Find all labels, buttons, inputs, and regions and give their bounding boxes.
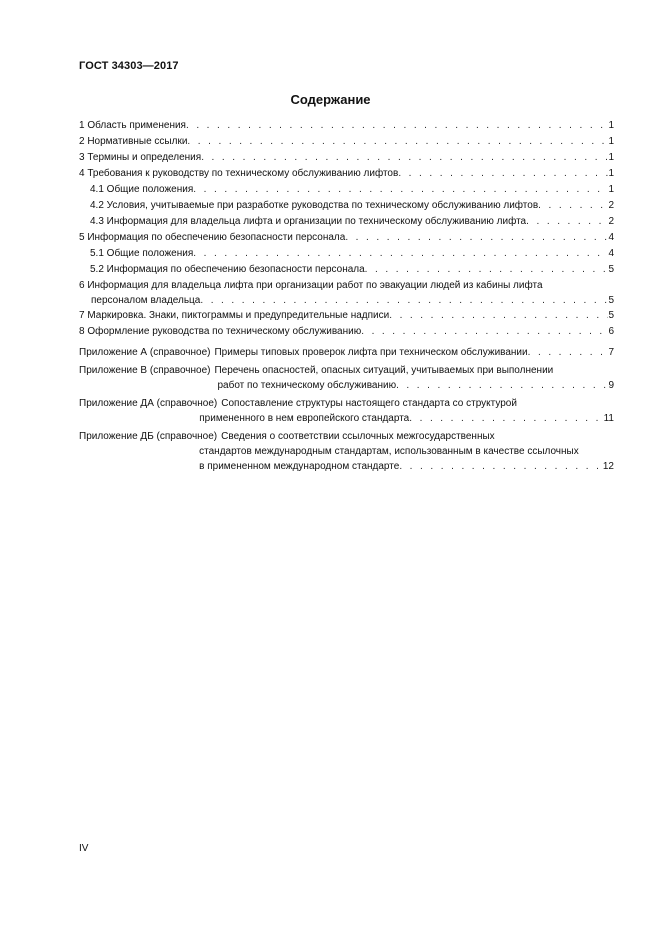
appendix-label: Приложение ДБ (справочное) — [79, 431, 218, 442]
toc-entry-text: 5.2 Информация по обеспечению безопасности персонала — [90, 264, 365, 275]
page-number: IV — [79, 843, 89, 854]
toc-leader-dots — [187, 134, 608, 150]
toc-entry-4[interactable] — [79, 166, 614, 182]
toc-entry-text: 4.3 Информация для владельца лифта и организации по техническому обслуживанию лифта — [90, 216, 527, 227]
appendix-title-line: стандартов международным стандартам, использованным в качестве ссылочных — [199, 446, 579, 457]
toc-leader-dots — [538, 198, 608, 214]
toc-leader-dots — [193, 182, 608, 198]
toc-entry-2[interactable] — [79, 134, 614, 150]
toc-leader-dots — [398, 166, 608, 182]
toc-page-number: 5 — [608, 310, 614, 321]
toc-entry-text: 7 Маркировка. Знаки, пиктограммы и предупредительные надписи — [79, 310, 390, 321]
toc-entry-3[interactable] — [79, 150, 614, 166]
toc-entry-text: работ по техническому обслуживанию — [217, 380, 397, 391]
toc-entry-4-3[interactable] — [79, 214, 614, 230]
appendix-title-line — [199, 459, 614, 474]
appendix-title — [210, 363, 614, 393]
toc-entry-text: в примененном международном стандарте — [199, 461, 400, 472]
toc-entry-6[interactable] — [79, 278, 614, 308]
toc-appendix-a[interactable] — [79, 345, 614, 360]
toc-entry-4-1[interactable] — [79, 182, 614, 198]
toc-page-number: 1 — [608, 136, 614, 147]
toc-leader-dots — [528, 345, 609, 360]
toc-page-number: 11 — [603, 413, 614, 424]
toc-entry-text: 5.1 Общие положения — [90, 248, 194, 259]
appendix-title — [210, 345, 614, 360]
toc-leader-dots — [345, 230, 608, 246]
toc-page-number: 7 — [608, 347, 614, 358]
appendix-title-line: Перечень опасностей, опасных ситуаций, учитываемых при выполнении — [214, 365, 554, 376]
toc-entry-7[interactable] — [79, 308, 614, 324]
appendix-title — [199, 429, 614, 474]
appendix-title — [199, 396, 614, 426]
toc-leader-dots — [193, 246, 608, 262]
toc-leader-dots — [396, 378, 608, 393]
toc-entry-text: 8 Оформление руководства по техническому обслуживанию — [79, 326, 362, 337]
toc-entry-text: персоналом владельца — [91, 295, 201, 306]
toc-entry-text: 6 Информация для владельца лифта при организации работ по эвакуации людей из кабины лифта — [79, 280, 543, 291]
toc-leader-dots — [200, 293, 608, 308]
toc-page-number: 1 — [608, 184, 614, 195]
appendix-title-line — [214, 345, 614, 360]
toc-appendix-da[interactable] — [79, 396, 614, 426]
toc-entry-1[interactable] — [79, 118, 614, 134]
toc-appendix-v[interactable] — [79, 363, 614, 393]
toc-page-number: 4 — [608, 248, 614, 259]
toc-appendix-db[interactable] — [79, 429, 614, 474]
appendix-label: Приложение ДА (справочное) — [79, 398, 218, 409]
toc-page-number: 1 — [608, 152, 614, 163]
toc-entry-8[interactable] — [79, 324, 614, 340]
toc-page-number: 5 — [608, 295, 614, 306]
toc-entry-text: 4 Требования к руководству по техническому обслуживанию лифтов — [79, 168, 399, 179]
appendix-title-line: Сведения о соответствии ссылочных межгосударственных — [221, 431, 495, 442]
toc-leader-dots — [526, 214, 608, 230]
toc-entry-5[interactable] — [79, 230, 614, 246]
toc-entry-text: примененного в нем европейского стандарта — [199, 413, 410, 424]
table-of-contents — [79, 118, 614, 474]
toc-page-number: 1 — [608, 168, 614, 179]
toc-entry-5-1[interactable] — [79, 246, 614, 262]
toc-page-number: 4 — [608, 232, 614, 243]
appendix-title-line: Сопоставление структуры настоящего стандарта со структурой — [221, 398, 517, 409]
toc-page-number: 1 — [608, 120, 614, 131]
toc-title: Содержание — [290, 92, 371, 107]
toc-leader-dots — [409, 411, 603, 426]
toc-entry-text: 5 Информация по обеспечению безопасности персонала — [79, 232, 346, 243]
toc-entry-text: 4.1 Общие положения — [90, 184, 194, 195]
toc-leader-dots — [361, 324, 608, 340]
toc-page-number: 5 — [608, 264, 614, 275]
toc-leader-dots — [186, 118, 608, 134]
toc-entry-4-2[interactable] — [79, 198, 614, 214]
toc-page-number: 2 — [608, 216, 614, 227]
toc-page-number: 2 — [608, 200, 614, 211]
toc-page-number: 12 — [602, 461, 614, 472]
toc-leader-dots — [201, 150, 608, 166]
toc-entry-text: 2 Нормативные ссылки — [79, 136, 188, 147]
toc-leader-dots — [399, 459, 603, 474]
toc-entry-text: 3 Термины и определения — [79, 152, 202, 163]
toc-entry-5-2[interactable] — [79, 262, 614, 278]
toc-entry-continuation — [79, 293, 614, 308]
toc-entry-text: Примеры типовых проверок лифта при техническом обслуживании — [214, 347, 528, 358]
toc-page-number: 9 — [608, 380, 614, 391]
toc-leader-dots — [389, 308, 608, 324]
appendix-title-line — [214, 378, 614, 393]
appendix-title-line — [199, 411, 614, 426]
standard-code: ГОСТ 34303—2017 — [79, 60, 179, 72]
toc-page-number: 6 — [608, 326, 614, 337]
appendix-label: Приложение В (справочное) — [79, 365, 211, 376]
appendix-label: Приложение А (справочное) — [79, 347, 211, 358]
toc-entry-text: 4.2 Условия, учитываемые при разработке руководства по техническому обслуживанию лифтов — [90, 200, 539, 211]
toc-entry-text: 1 Область применения — [79, 120, 186, 131]
toc-leader-dots — [365, 262, 609, 278]
